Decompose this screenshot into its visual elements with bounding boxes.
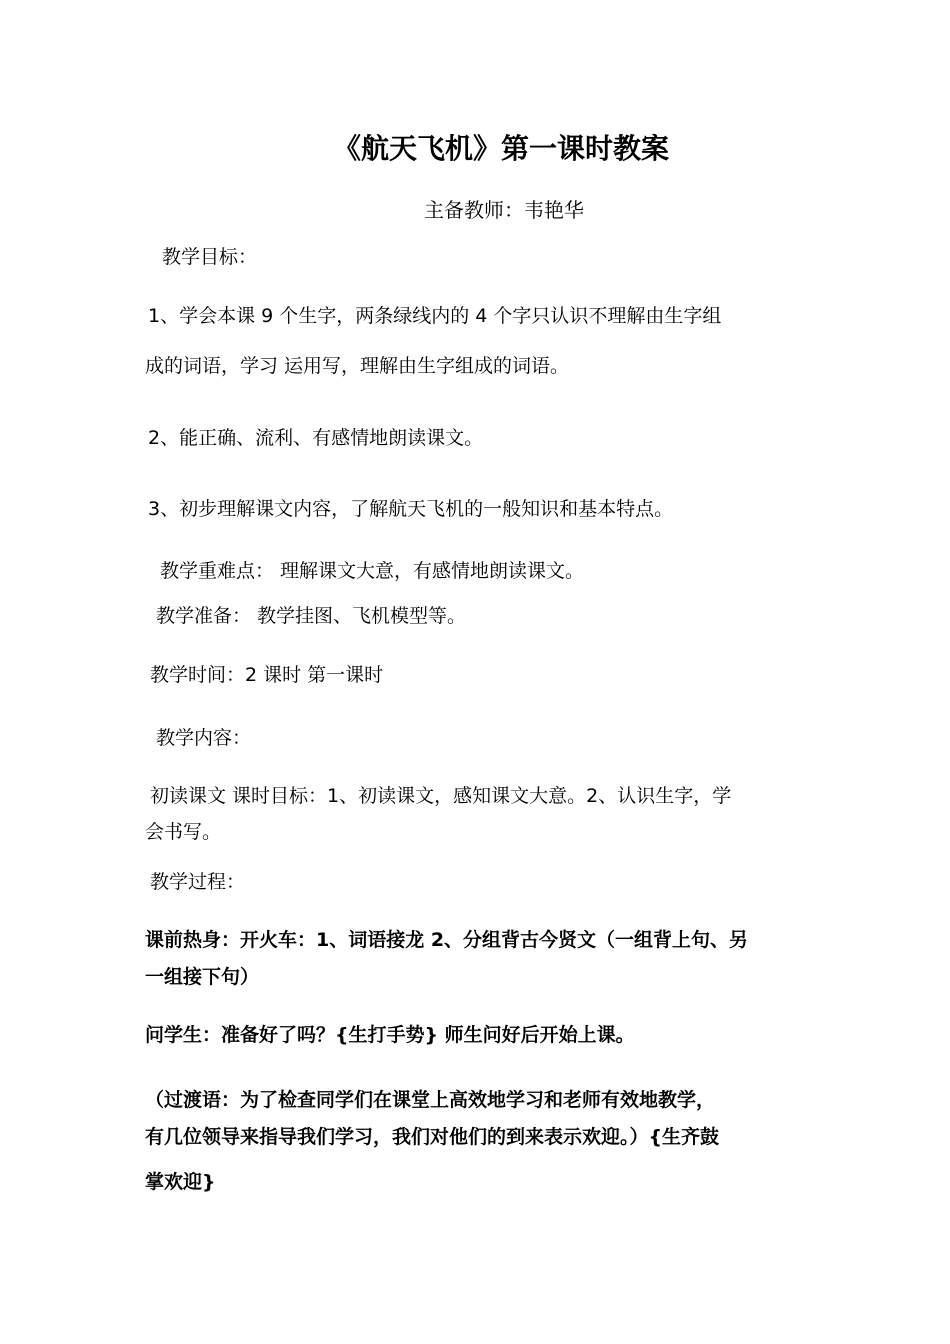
objectives-heading: 教学目标： — [162, 246, 258, 268]
warmup-line-1: 课前热身：开火车：1、词语接龙 2、分组背古今贤文（一组背上句、另 — [145, 929, 749, 951]
transition-line-2: 有几位领导来指导我们学习，我们对他们的到来表示欢迎。）{生齐鼓 — [145, 1126, 720, 1148]
objective-3: 3、初步理解课文内容，了解航天飞机的一般知识和基本特点。 — [148, 498, 674, 520]
transition-line-3: 掌欢迎} — [145, 1171, 216, 1193]
transition-line-1: （过渡语：为了检查同学们在课堂上高效地学习和老师有效地教学， — [145, 1089, 716, 1111]
document-title: 《航天飞机》第一课时教案 — [333, 132, 670, 165]
objective-1-line-2: 成的词语，学习 运用写，理解由生字组成的词语。 — [145, 355, 570, 377]
teaching-time: 教学时间：2 课时 第一课时 — [150, 664, 384, 686]
content-line-1: 初读课文 课时目标：1、初读课文，感知课文大意。2、认识生字，学 — [150, 785, 732, 807]
objective-1-line-1: 1、学会本课 9 个生字，两条绿线内的 4 个字只认识不理解由生字组 — [148, 305, 722, 327]
key-difficulties: 教学重难点： 理解课文大意，有感情地朗读课文。 — [160, 560, 585, 582]
question-line: 问学生：准备好了吗？{生打手势} 师生问好后开始上课。 — [145, 1024, 635, 1046]
objective-2: 2、能正确、流利、有感情地朗读课文。 — [148, 427, 484, 449]
content-heading: 教学内容： — [156, 727, 252, 749]
content-line-2: 会书写。 — [145, 821, 222, 843]
teaching-preparation: 教学准备： 教学挂图、飞机模型等。 — [156, 605, 467, 627]
process-heading: 教学过程： — [150, 871, 246, 893]
warmup-line-2: 一组接下句） — [145, 966, 260, 988]
author-line: 主备教师：韦艳华 — [424, 198, 584, 222]
